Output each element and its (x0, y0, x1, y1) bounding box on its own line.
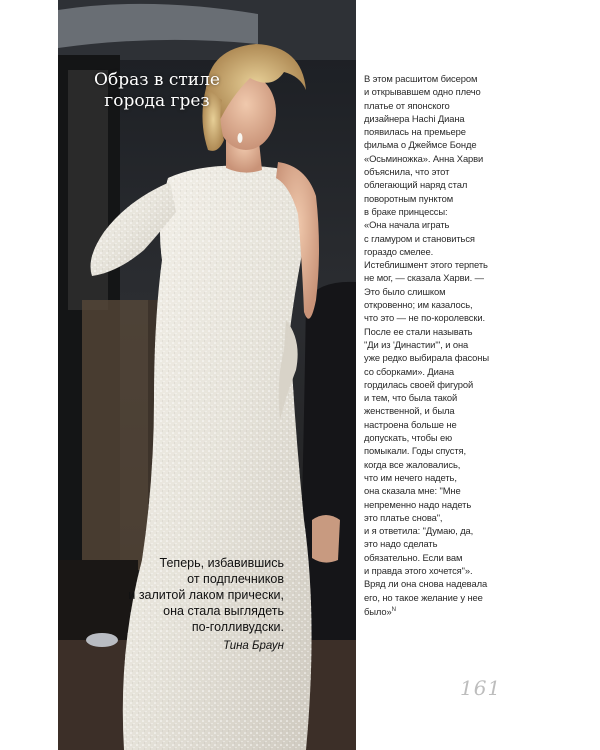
body-text-line: В этом расшитом бисером (364, 73, 478, 84)
body-text-line: его, но такое желание у нее (364, 591, 483, 603)
body-text-line: появилась на премьере (364, 126, 466, 138)
photo-title (92, 70, 222, 112)
body-text-line: непременно надо надеть (364, 498, 472, 510)
body-text-line: с гламуром и становиться (364, 232, 475, 244)
body-text-line: «Осьминожка». Анна Харви (364, 152, 484, 164)
body-text-line: После ее стали называть (364, 325, 473, 337)
body-text-line: было» (364, 606, 392, 617)
body-text-line: что им нечего надеть, (364, 471, 457, 483)
body-text-line: что это — не по-королевски. (364, 312, 485, 324)
body-text-line: это надо сделать (364, 538, 438, 550)
pull-quote-line: по-голливудски. (191, 620, 284, 634)
page-number: 161 (460, 676, 502, 700)
body-text-line: откровенно; им казалось, (364, 299, 473, 311)
body-text-line: гораздо смелее. (364, 245, 434, 257)
body-text-line: уже редко выбирала фасоны (364, 352, 489, 364)
body-text-line: и тем, что была такой (364, 392, 458, 404)
body-text-line: и открывавшем одно плечо (364, 86, 481, 98)
body-text-line: Истеблишмент этого терпеть (364, 259, 488, 271)
pull-quote-line: Теперь, избавившись (159, 556, 284, 570)
photo-title-line: Образ в стиле (94, 70, 220, 90)
body-text-line: и я ответила: "Думаю, да, (364, 525, 474, 537)
body-text-line: облегающий наряд стал (364, 179, 468, 191)
body-text-line: помыкали. Годы спустя, (364, 445, 466, 457)
pull-quote-author: Тина Браун (223, 640, 284, 652)
body-text-line: настроена больше не (364, 418, 457, 430)
body-text-line: гордилась своей фигурой (364, 378, 474, 390)
body-text-line: обязательно. Если вам (364, 551, 463, 563)
body-text-line: объяснила, что этот (364, 166, 450, 178)
photo-title-line: города грез (104, 91, 210, 111)
body-text-line: в браке принцессы: (364, 205, 448, 217)
body-text-last-line (364, 604, 494, 618)
body-text-line: это платье снова", (364, 511, 443, 523)
body-text-line: "Ди из 'Династии'", и она (364, 338, 469, 350)
body-text-line: поворотным пунктом (364, 192, 454, 204)
footnote-mark: N (391, 606, 396, 613)
body-text-line: со сборками». Диана (364, 365, 455, 377)
body-text-line: дизайнера Hachi Диана (364, 112, 465, 124)
body-text-line: Вряд ли она снова надевала (364, 578, 488, 590)
pull-quote-line: и залитой лаком прически, (128, 588, 284, 602)
body-text-line: фильма о Джеймсе Бонде (364, 139, 477, 151)
pull-quote (88, 555, 284, 654)
body-text-line: «Она начала играть (364, 219, 450, 231)
pull-quote-line: она стала выглядеть (163, 604, 284, 618)
body-text-line: женственной, и была (364, 405, 455, 417)
body-text-line: допускать, чтобы ею (364, 432, 453, 444)
body-text-line: Это было слишком (364, 285, 446, 297)
body-text-line: платье от японского (364, 99, 450, 111)
body-text (364, 72, 494, 618)
body-text-line: и правда этого хочется"». (364, 564, 473, 576)
pull-quote-line: от подплечников (187, 572, 284, 586)
body-text-line: когда все жаловались, (364, 458, 461, 470)
body-text-line: она сказала мне: "Мне (364, 485, 461, 497)
body-text-line: не мог, — сказала Харви. — (364, 272, 484, 284)
